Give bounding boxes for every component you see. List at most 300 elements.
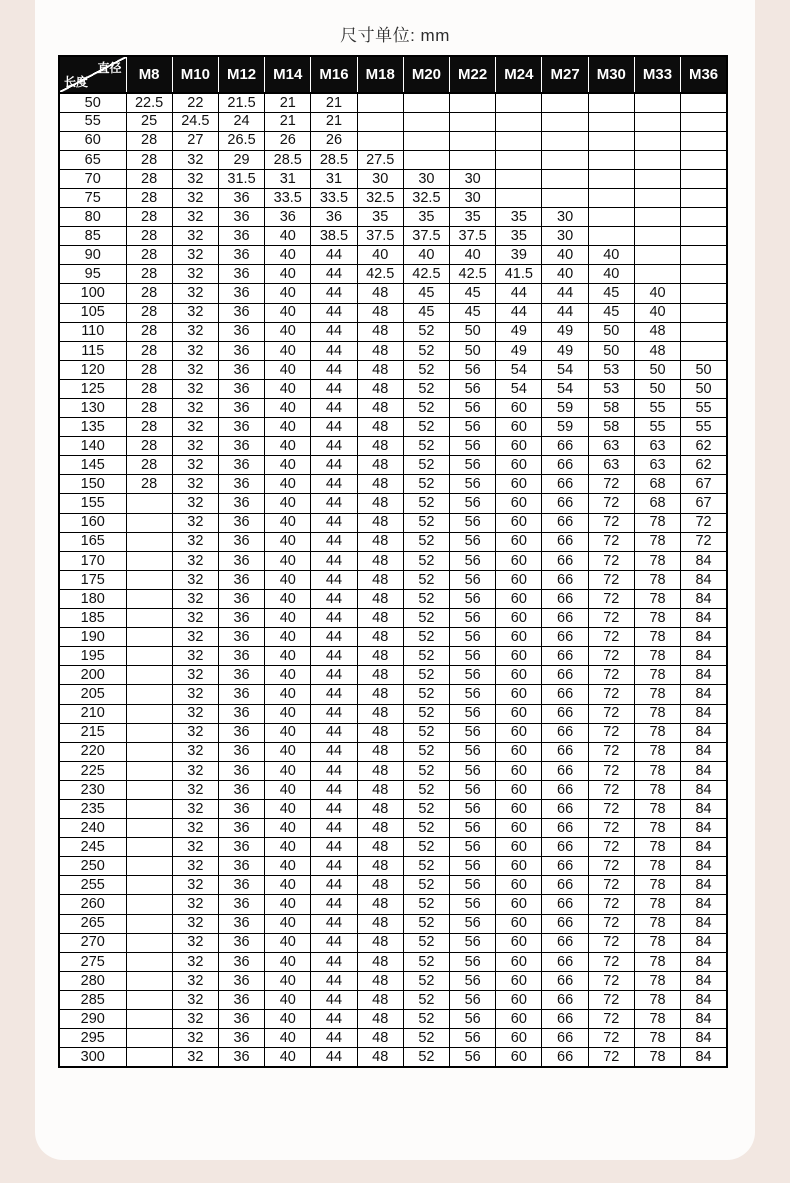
value-cell: 32 (172, 990, 218, 1009)
value-cell: 58 (588, 399, 634, 418)
value-cell: 48 (357, 895, 403, 914)
value-cell: 40 (265, 876, 311, 895)
value-cell: 60 (496, 456, 542, 475)
value-cell: 44 (311, 1029, 357, 1048)
value-cell: 52 (403, 475, 449, 494)
value-cell (126, 857, 172, 876)
value-cell: 66 (542, 819, 588, 838)
value-cell: 56 (450, 780, 496, 799)
value-cell: 32 (172, 551, 218, 570)
value-cell: 40 (265, 246, 311, 265)
value-cell: 66 (542, 742, 588, 761)
value-cell: 66 (542, 494, 588, 513)
value-cell: 27.5 (357, 150, 403, 169)
value-cell: 44 (311, 914, 357, 933)
value-cell: 52 (403, 742, 449, 761)
value-cell: 60 (496, 437, 542, 456)
value-cell: 60 (496, 418, 542, 437)
value-cell: 55 (634, 399, 680, 418)
value-cell: 28 (126, 456, 172, 475)
value-cell: 52 (403, 685, 449, 704)
value-cell: 52 (403, 971, 449, 990)
value-cell: 32 (172, 341, 218, 360)
value-cell: 36 (218, 704, 264, 723)
value-cell: 48 (357, 723, 403, 742)
table-row (59, 475, 727, 494)
value-cell: 52 (403, 437, 449, 456)
length-cell: 185 (59, 609, 126, 628)
value-cell: 72 (588, 589, 634, 608)
value-cell: 56 (450, 532, 496, 551)
value-cell: 60 (496, 589, 542, 608)
value-cell: 40 (265, 628, 311, 647)
value-cell: 36 (218, 341, 264, 360)
value-cell: 36 (218, 990, 264, 1009)
value-cell: 32.5 (357, 188, 403, 207)
table-row (59, 169, 727, 188)
value-cell (126, 895, 172, 914)
value-cell: 40 (265, 609, 311, 628)
value-cell: 48 (357, 341, 403, 360)
value-cell (450, 150, 496, 169)
value-cell: 72 (588, 914, 634, 933)
value-cell: 78 (634, 857, 680, 876)
value-cell: 36 (218, 933, 264, 952)
table-row (59, 589, 727, 608)
value-cell: 36 (218, 838, 264, 857)
value-cell: 56 (450, 895, 496, 914)
value-cell: 54 (496, 360, 542, 379)
value-cell: 52 (403, 819, 449, 838)
value-cell: 52 (403, 551, 449, 570)
value-cell: 35 (403, 208, 449, 227)
value-cell: 56 (450, 1010, 496, 1029)
value-cell: 44 (311, 609, 357, 628)
value-cell: 32 (172, 952, 218, 971)
table-row (59, 628, 727, 647)
length-cell: 245 (59, 838, 126, 857)
value-cell: 36 (218, 246, 264, 265)
value-cell: 52 (403, 952, 449, 971)
value-cell: 78 (634, 589, 680, 608)
value-cell: 22.5 (126, 93, 172, 112)
value-cell: 40 (265, 589, 311, 608)
length-cell: 290 (59, 1010, 126, 1029)
value-cell: 66 (542, 857, 588, 876)
value-cell: 78 (634, 780, 680, 799)
value-cell: 28 (126, 379, 172, 398)
value-cell: 66 (542, 647, 588, 666)
value-cell: 36 (218, 666, 264, 685)
value-cell: 56 (450, 990, 496, 1009)
value-cell: 60 (496, 1048, 542, 1067)
value-cell: 56 (450, 742, 496, 761)
length-cell: 70 (59, 169, 126, 188)
value-cell: 66 (542, 723, 588, 742)
value-cell: 60 (496, 494, 542, 513)
value-cell: 78 (634, 647, 680, 666)
value-cell: 52 (403, 418, 449, 437)
value-cell: 40 (588, 246, 634, 265)
length-cell: 120 (59, 360, 126, 379)
value-cell: 40 (265, 990, 311, 1009)
value-cell: 84 (681, 780, 727, 799)
value-cell: 72 (588, 799, 634, 818)
value-cell (588, 227, 634, 246)
value-cell: 28 (126, 131, 172, 150)
value-cell: 40 (265, 475, 311, 494)
value-cell: 56 (450, 857, 496, 876)
value-cell: 40 (265, 647, 311, 666)
value-cell: 68 (634, 475, 680, 494)
value-cell: 48 (357, 857, 403, 876)
table-row (59, 685, 727, 704)
diagonal-corner-cell (59, 56, 126, 93)
value-cell: 72 (588, 609, 634, 628)
value-cell: 78 (634, 570, 680, 589)
value-cell: 45 (403, 284, 449, 303)
value-cell: 40 (265, 265, 311, 284)
table-row (59, 704, 727, 723)
column-header-m18: M18 (357, 56, 403, 93)
value-cell: 40 (634, 303, 680, 322)
value-cell: 72 (681, 532, 727, 551)
value-cell (126, 513, 172, 532)
value-cell: 52 (403, 895, 449, 914)
value-cell (588, 208, 634, 227)
column-header-m12: M12 (218, 56, 264, 93)
value-cell: 84 (681, 666, 727, 685)
value-cell: 36 (218, 723, 264, 742)
length-cell: 250 (59, 857, 126, 876)
value-cell: 32 (172, 227, 218, 246)
value-cell (681, 322, 727, 341)
value-cell: 84 (681, 799, 727, 818)
value-cell: 48 (357, 914, 403, 933)
value-cell: 48 (357, 303, 403, 322)
value-cell: 52 (403, 876, 449, 895)
value-cell (634, 112, 680, 131)
value-cell: 36 (218, 589, 264, 608)
value-cell: 40 (265, 494, 311, 513)
value-cell (681, 208, 727, 227)
value-cell: 78 (634, 551, 680, 570)
value-cell: 49 (542, 341, 588, 360)
value-cell: 50 (450, 341, 496, 360)
value-cell: 60 (496, 1010, 542, 1029)
value-cell: 48 (357, 322, 403, 341)
value-cell: 36 (218, 379, 264, 398)
value-cell: 32 (172, 246, 218, 265)
value-cell: 66 (542, 589, 588, 608)
value-cell: 44 (311, 780, 357, 799)
value-cell: 72 (588, 685, 634, 704)
value-cell: 56 (450, 494, 496, 513)
value-cell: 66 (542, 570, 588, 589)
value-cell: 36 (218, 227, 264, 246)
length-cell: 230 (59, 780, 126, 799)
value-cell (403, 150, 449, 169)
table-row (59, 609, 727, 628)
table-row (59, 322, 727, 341)
value-cell: 48 (357, 437, 403, 456)
value-cell: 60 (496, 799, 542, 818)
value-cell (542, 169, 588, 188)
value-cell: 36 (218, 570, 264, 589)
value-cell: 60 (496, 475, 542, 494)
value-cell: 52 (403, 780, 449, 799)
value-cell: 28 (126, 360, 172, 379)
value-cell: 49 (496, 322, 542, 341)
value-cell: 48 (357, 780, 403, 799)
value-cell: 78 (634, 628, 680, 647)
value-cell: 36 (218, 322, 264, 341)
value-cell: 59 (542, 418, 588, 437)
value-cell: 78 (634, 685, 680, 704)
length-cell: 65 (59, 150, 126, 169)
value-cell: 28.5 (265, 150, 311, 169)
value-cell: 32.5 (403, 188, 449, 207)
value-cell: 66 (542, 876, 588, 895)
value-cell: 24.5 (172, 112, 218, 131)
value-cell: 32 (172, 360, 218, 379)
table-row (59, 532, 727, 551)
value-cell: 52 (403, 379, 449, 398)
value-cell (126, 723, 172, 742)
value-cell: 72 (588, 1029, 634, 1048)
value-cell: 40 (265, 303, 311, 322)
value-cell: 66 (542, 1029, 588, 1048)
length-cell: 150 (59, 475, 126, 494)
value-cell: 72 (588, 952, 634, 971)
value-cell: 78 (634, 838, 680, 857)
value-cell (126, 971, 172, 990)
value-cell (126, 761, 172, 780)
value-cell: 44 (311, 360, 357, 379)
value-cell: 56 (450, 379, 496, 398)
value-cell (634, 169, 680, 188)
value-cell: 84 (681, 589, 727, 608)
table-row (59, 933, 727, 952)
value-cell: 60 (496, 780, 542, 799)
value-cell (126, 551, 172, 570)
value-cell: 40 (265, 456, 311, 475)
value-cell: 36 (311, 208, 357, 227)
value-cell: 36 (218, 284, 264, 303)
value-cell (634, 246, 680, 265)
value-cell: 72 (588, 742, 634, 761)
value-cell: 50 (681, 379, 727, 398)
value-cell: 52 (403, 589, 449, 608)
value-cell: 45 (403, 303, 449, 322)
value-cell: 72 (588, 475, 634, 494)
value-cell: 66 (542, 933, 588, 952)
value-cell: 49 (496, 341, 542, 360)
value-cell: 56 (450, 360, 496, 379)
value-cell: 56 (450, 952, 496, 971)
value-cell: 84 (681, 609, 727, 628)
value-cell: 84 (681, 819, 727, 838)
value-cell: 56 (450, 685, 496, 704)
value-cell: 36 (218, 303, 264, 322)
value-cell: 48 (357, 513, 403, 532)
value-cell: 53 (588, 379, 634, 398)
value-cell: 66 (542, 838, 588, 857)
value-cell: 32 (172, 437, 218, 456)
column-header-m20: M20 (403, 56, 449, 93)
value-cell: 44 (311, 685, 357, 704)
value-cell: 66 (542, 685, 588, 704)
value-cell (126, 742, 172, 761)
value-cell: 37.5 (403, 227, 449, 246)
value-cell: 56 (450, 589, 496, 608)
value-cell: 40 (265, 914, 311, 933)
value-cell: 52 (403, 761, 449, 780)
value-cell: 40 (265, 742, 311, 761)
value-cell: 56 (450, 1048, 496, 1067)
value-cell: 21 (311, 112, 357, 131)
value-cell: 56 (450, 551, 496, 570)
value-cell (450, 112, 496, 131)
value-cell: 48 (357, 1029, 403, 1048)
value-cell: 28 (126, 341, 172, 360)
value-cell: 40 (265, 341, 311, 360)
value-cell: 40 (588, 265, 634, 284)
value-cell: 60 (496, 704, 542, 723)
value-cell: 60 (496, 628, 542, 647)
table-header (59, 56, 727, 93)
value-cell: 32 (172, 1029, 218, 1048)
value-cell: 40 (265, 570, 311, 589)
table-row (59, 799, 727, 818)
value-cell: 60 (496, 819, 542, 838)
table-row (59, 1029, 727, 1048)
value-cell: 66 (542, 437, 588, 456)
header-row (59, 56, 727, 93)
value-cell: 44 (311, 895, 357, 914)
value-cell: 44 (542, 303, 588, 322)
table-row (59, 895, 727, 914)
value-cell: 36 (218, 799, 264, 818)
value-cell (588, 188, 634, 207)
value-cell: 28 (126, 208, 172, 227)
value-cell: 40 (634, 284, 680, 303)
value-cell: 60 (496, 933, 542, 952)
value-cell (126, 990, 172, 1009)
value-cell: 48 (357, 399, 403, 418)
value-cell (126, 685, 172, 704)
value-cell (634, 265, 680, 284)
table-row (59, 876, 727, 895)
value-cell: 52 (403, 857, 449, 876)
value-cell: 40 (265, 780, 311, 799)
value-cell: 48 (357, 475, 403, 494)
value-cell: 78 (634, 723, 680, 742)
length-cell: 220 (59, 742, 126, 761)
value-cell (496, 169, 542, 188)
value-cell: 50 (681, 360, 727, 379)
length-cell: 115 (59, 341, 126, 360)
value-cell (634, 227, 680, 246)
value-cell: 36 (218, 647, 264, 666)
value-cell: 56 (450, 761, 496, 780)
unit-label: 尺寸单位: mm (340, 26, 450, 45)
value-cell: 36 (218, 895, 264, 914)
value-cell: 48 (357, 990, 403, 1009)
value-cell (681, 227, 727, 246)
value-cell: 44 (311, 933, 357, 952)
value-cell: 49 (542, 322, 588, 341)
value-cell (126, 494, 172, 513)
length-cell: 240 (59, 819, 126, 838)
value-cell: 54 (496, 379, 542, 398)
value-cell: 60 (496, 399, 542, 418)
value-cell: 32 (172, 609, 218, 628)
value-cell: 36 (218, 780, 264, 799)
length-cell: 165 (59, 532, 126, 551)
value-cell: 52 (403, 360, 449, 379)
value-cell: 55 (681, 399, 727, 418)
value-cell: 78 (634, 513, 680, 532)
value-cell: 40 (265, 437, 311, 456)
value-cell: 84 (681, 742, 727, 761)
value-cell: 26 (311, 131, 357, 150)
value-cell: 36 (218, 971, 264, 990)
value-cell: 36 (218, 857, 264, 876)
value-cell: 84 (681, 971, 727, 990)
value-cell: 72 (588, 666, 634, 685)
value-cell: 40 (265, 895, 311, 914)
value-cell: 36 (218, 265, 264, 284)
value-cell: 84 (681, 761, 727, 780)
value-cell: 48 (357, 570, 403, 589)
value-cell: 66 (542, 609, 588, 628)
value-cell: 32 (172, 169, 218, 188)
table-row (59, 819, 727, 838)
value-cell: 62 (681, 437, 727, 456)
value-cell: 60 (496, 895, 542, 914)
value-cell: 36 (218, 1048, 264, 1067)
value-cell: 54 (542, 379, 588, 398)
value-cell: 52 (403, 322, 449, 341)
value-cell: 72 (588, 971, 634, 990)
value-cell: 84 (681, 628, 727, 647)
length-cell: 105 (59, 303, 126, 322)
value-cell: 48 (357, 838, 403, 857)
length-cell: 265 (59, 914, 126, 933)
value-cell: 84 (681, 990, 727, 1009)
value-cell: 78 (634, 990, 680, 1009)
value-cell: 40 (265, 666, 311, 685)
value-cell: 32 (172, 799, 218, 818)
value-cell: 56 (450, 628, 496, 647)
value-cell: 28 (126, 188, 172, 207)
column-header-m24: M24 (496, 56, 542, 93)
value-cell: 32 (172, 265, 218, 284)
value-cell (681, 131, 727, 150)
value-cell: 44 (311, 494, 357, 513)
value-cell (496, 150, 542, 169)
value-cell: 32 (172, 647, 218, 666)
value-cell: 44 (311, 341, 357, 360)
value-cell: 44 (311, 838, 357, 857)
value-cell: 78 (634, 1010, 680, 1029)
value-cell: 40 (265, 704, 311, 723)
value-cell: 84 (681, 723, 727, 742)
value-cell: 32 (172, 475, 218, 494)
value-cell: 48 (357, 704, 403, 723)
value-cell: 56 (450, 819, 496, 838)
